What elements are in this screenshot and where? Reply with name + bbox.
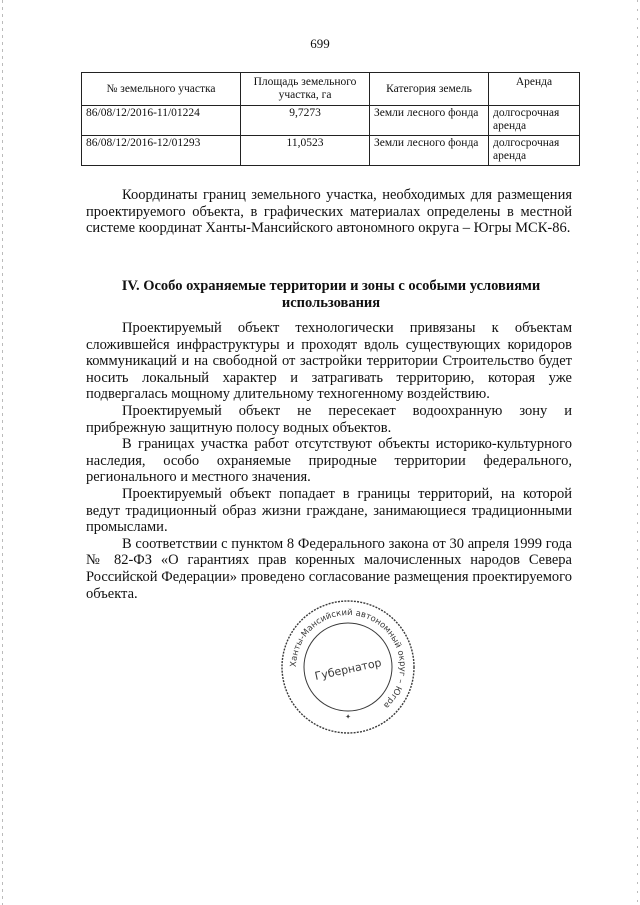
cell-lease: долгосрочная аренда: [489, 106, 580, 136]
paragraph-infrastructure: Проектируемый объект технологически привязаны к объектам сложившейся инфраструктуры и проходят вдоль существующих коридоров коммуникаций и на свободной от застройки территории Строительство будет носить локальный характер и затрагивать территорию, которая уже подвергалась мощному длительному техногенному воздействию.: [86, 320, 572, 403]
paragraph-heritage: В границах участка работ отсутствуют объекты историко-культурного наследия, особо охраняемые природные территории федерального, регионального и местного значения.: [86, 436, 572, 486]
cell-land-category: Земли лесного фонда: [370, 106, 489, 136]
cell-plot-number: 86/08/12/2016-11/01224: [82, 106, 241, 136]
seal-ring-text: Ханты-Мансийский автономный округ – Югра: [288, 607, 408, 711]
governor-seal-stamp: [278, 597, 418, 737]
cell-area: 11,0523: [241, 136, 370, 166]
paragraph-water-protection: Проектируемый объект не пересекает водоохранную зону и прибрежную защитную полосу водных объектов.: [86, 402, 572, 436]
land-plots-table: [81, 72, 580, 166]
scan-edge-left: [2, 0, 3, 905]
coordinates-paragraph: Координаты границ земельного участка, необходимых для размещения проектируемого объекта, в графических материалах определены в местной системе координат Ханты-Мансийского автономного округа – Югры МСК-86.: [86, 187, 572, 237]
table-row: [82, 136, 580, 166]
cell-area: 9,7273: [241, 106, 370, 136]
table-header-row: [82, 73, 580, 106]
cell-lease: долгосрочная аренда: [489, 136, 580, 166]
page-number: 699: [310, 36, 330, 51]
coordinates-section: [86, 187, 572, 237]
scan-edge-right: [637, 0, 638, 905]
paragraph-traditional-territories: Проектируемый объект попадает в границы территорий, на которой ведут традиционный образ жизни граждане, занимающиеся традиционными промыслами.: [86, 485, 572, 536]
header-plot-number: № земельного участка: [82, 73, 241, 106]
cell-plot-number: 86/08/12/2016-12/01293: [82, 136, 241, 166]
header-land-category: Категория земель: [370, 73, 489, 106]
header-lease: Аренда: [489, 73, 580, 106]
seal-star-icon: ✦: [345, 713, 351, 721]
table-row: [82, 106, 580, 136]
paragraph-federal-law: В соответствии с пунктом 8 Федерального закона от 30 апреля 1999 года № 82-ФЗ «О гарантиях прав коренных малочисленных народов Севера Российской Федерации» проведено согласование размещения проектируемого объекта.: [86, 535, 572, 602]
cell-land-category: Земли лесного фонда: [370, 136, 489, 166]
section-heading: IV. Особо охраняемые территории и зоны с особыми условиями использования: [121, 278, 541, 311]
header-area: Площадь земельного участка, га: [241, 73, 370, 106]
seal-center-text: Губернатор: [313, 656, 383, 683]
section-body: [86, 320, 572, 602]
